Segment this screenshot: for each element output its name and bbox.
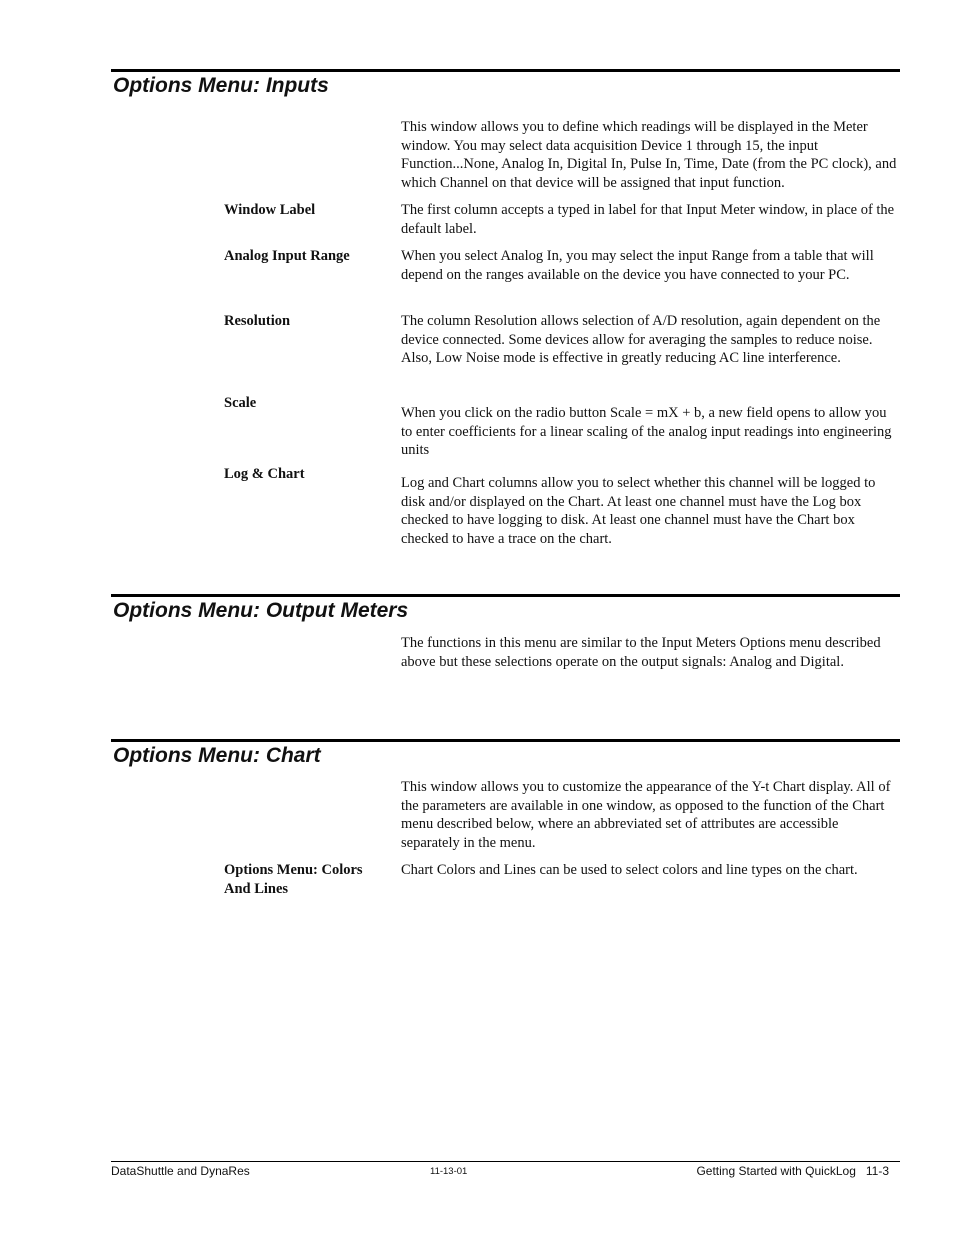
footer-page-info: Getting Started with QuickLog 11-3 [696, 1164, 889, 1178]
desc-colors-and-lines: Chart Colors and Lines can be used to select colors and line types on the chart. [401, 862, 858, 878]
term-analog-input-range: Analog Input Range [224, 248, 350, 264]
term-colors-and-lines: Options Menu: Colors And Lines [224, 862, 363, 897]
output-meters-intro-paragraph: The functions in this menu are similar to the Input Meters Options menu described above but these selections operate on the output signals: Analog and Digital. [401, 635, 881, 670]
term-resolution: Resolution [224, 313, 291, 329]
desc-log-chart: Log and Chart columns allow you to select whether this channel will be logged to disk and/or displayed on the Chart. At least one channel must have the Log box checked to have logging to disk. At least one channel must have the Chart box checked to have a trace on the chart. [401, 475, 876, 547]
section-heading-chart: Options Menu: Chart [113, 744, 321, 767]
section-heading-inputs: Options Menu: Inputs [113, 74, 329, 97]
footer-left-text: DataShuttle and DynaRes [111, 1164, 250, 1178]
desc-scale: When you click on the radio button Scale = mX + b, a new field opens to allow you to enter coefficients for a linear scaling of the analog input readings into engineering units [401, 405, 892, 458]
section-rule-output-meters [111, 594, 900, 597]
footer-rule [111, 1161, 900, 1162]
section-heading-output-meters: Options Menu: Output Meters [113, 599, 409, 622]
desc-analog-input-range: When you select Analog In, you may select the input Range from a table that will depend on the ranges available on the device you have connected to your PC. [401, 248, 874, 283]
section-rule-chart [111, 739, 900, 742]
chart-intro-paragraph: This window allows you to customize the appearance of the Y-t Chart display. All of the parameters are available in one window, as opposed to the function of the Chart menu described below, where an abbreviated set of attributes are accessible separately in the menu. [401, 779, 891, 851]
desc-resolution: The column Resolution allows selection of A/D resolution, again dependent on the device connected. Some devices allow for averaging the samples to reduce noise. Also, Low Noise mode is effective in greatly reducing AC line interference. [401, 313, 881, 366]
footer-date: 11-13-01 [430, 1166, 468, 1177]
desc-window-label: The first column accepts a typed in label for that Input Meter window, in place of the default label. [401, 202, 895, 237]
term-scale: Scale [224, 395, 257, 411]
term-window-label: Window Label [224, 202, 316, 218]
section-rule-inputs [111, 69, 900, 72]
term-log-chart: Log & Chart [224, 466, 305, 482]
inputs-intro-paragraph: This window allows you to define which readings will be displayed in the Meter window. You may select data acquisition Device 1 through 15, the input Function...None, Analog In, Digital In, Pulse In, Time, Date (from the PC clock), and which Channel on that device will be assigned that input function. [401, 119, 897, 191]
